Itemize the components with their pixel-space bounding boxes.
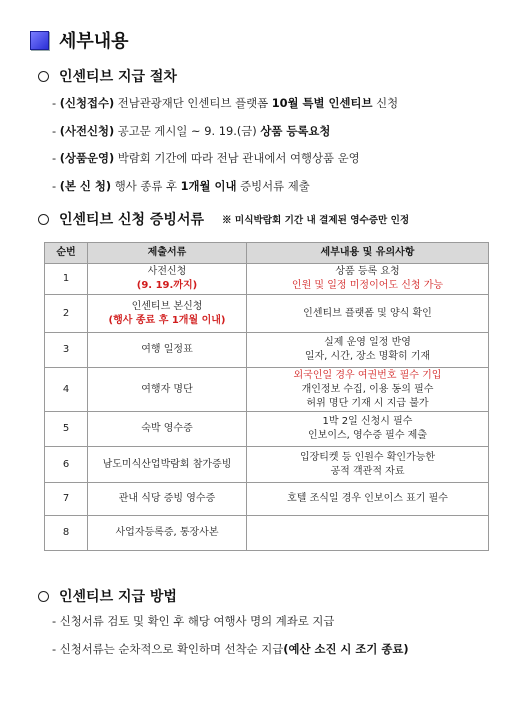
table-row	[45, 264, 489, 295]
document-cell: 사업자등록증, 통장사본	[88, 516, 247, 551]
detail-cell: 실제 운영 일정 반영 일자, 시간, 장소 명확히 기재	[247, 333, 489, 368]
document-cell: 남도미식산업박람회 참가증빙	[88, 447, 247, 483]
row-number: 1	[45, 264, 88, 295]
section-payment-heading	[38, 586, 177, 606]
documents-note: ※ 미식박람회 기간 내 결제된 영수증만 인정	[222, 215, 410, 226]
circle-bullet-icon	[38, 71, 49, 82]
row-number: 8	[45, 516, 88, 551]
section-heading: 인센티브 지급 방법	[59, 589, 177, 605]
row-number: 4	[45, 368, 88, 412]
table-row	[45, 483, 489, 516]
procedure-item: - (상품운영) 박람회 기간에 따라 전남 관내에서 여행상품 운영	[52, 151, 360, 165]
detail-cell	[247, 516, 489, 551]
section-heading: 인센티브 신청 증빙서류	[59, 212, 204, 228]
table-header-row	[45, 243, 489, 264]
procedure-item: - (사전신청) 공고문 게시일 ~ 9. 19.(금) 상품 등록요청	[52, 124, 331, 138]
payment-item: - 신청서류 검토 및 확인 후 해당 여행사 명의 계좌로 지급	[52, 614, 335, 628]
table-row	[45, 516, 489, 551]
column-header: 제출서류	[88, 243, 247, 264]
document-cell: 숙박 영수증	[88, 412, 247, 447]
table-row	[45, 295, 489, 333]
document-cell: 사전신청 (9. 19.까지)	[88, 264, 247, 295]
document-cell: 여행자 명단	[88, 368, 247, 412]
column-header: 순번	[45, 243, 88, 264]
payment-item: - 신청서류는 순차적으로 확인하며 선착순 지급(예산 소진 시 조기 종료)	[52, 642, 409, 656]
detail-cell: 1박 2일 신청시 필수 인보이스, 영수증 필수 제출	[247, 412, 489, 447]
row-number: 3	[45, 333, 88, 368]
procedure-item: - (신청접수) 전남관광재단 인센티브 플랫폼 10월 특별 인센티브 신청	[52, 96, 399, 110]
detail-cell: 호텔 조식일 경우 인보이스 표기 필수	[247, 483, 489, 516]
row-number: 5	[45, 412, 88, 447]
page-title-text: 세부내용	[59, 31, 129, 52]
documents-table	[44, 242, 489, 551]
procedure-item: - (본 신 청) 행사 종류 후 1개월 이내 증빙서류 제출	[52, 179, 310, 193]
document-cell: 관내 식당 증빙 영수증	[88, 483, 247, 516]
section-procedure-heading	[38, 66, 177, 86]
document-cell: 인센티브 본신청 (행사 종료 후 1개월 이내)	[88, 295, 247, 333]
detail-cell: 인센티브 플랫폼 및 양식 확인	[247, 295, 489, 333]
table-row	[45, 368, 489, 412]
table-row	[45, 447, 489, 483]
detail-cell: 입장티켓 등 인원수 확인가능한 공적 객관적 자료	[247, 447, 489, 483]
row-number: 6	[45, 447, 88, 483]
table-row	[45, 333, 489, 368]
section-heading: 인센티브 지급 절차	[59, 69, 177, 85]
circle-bullet-icon	[38, 214, 49, 225]
row-number: 7	[45, 483, 88, 516]
column-header: 세부내용 및 유의사항	[247, 243, 489, 264]
table-row	[45, 412, 489, 447]
square-bullet-icon	[30, 31, 49, 50]
document-cell: 여행 일정표	[88, 333, 247, 368]
page-title	[30, 26, 129, 54]
circle-bullet-icon	[38, 591, 49, 602]
row-number: 2	[45, 295, 88, 333]
section-documents-heading	[38, 209, 409, 229]
detail-cell: 상품 등록 요청 인원 및 일정 미정이어도 신청 가능	[247, 264, 489, 295]
detail-cell: 외국인일 경우 여권번호 필수 기입 개인정보 수집, 이용 동의 필수 허위 명단 기재 시 지급 불가	[247, 368, 489, 412]
